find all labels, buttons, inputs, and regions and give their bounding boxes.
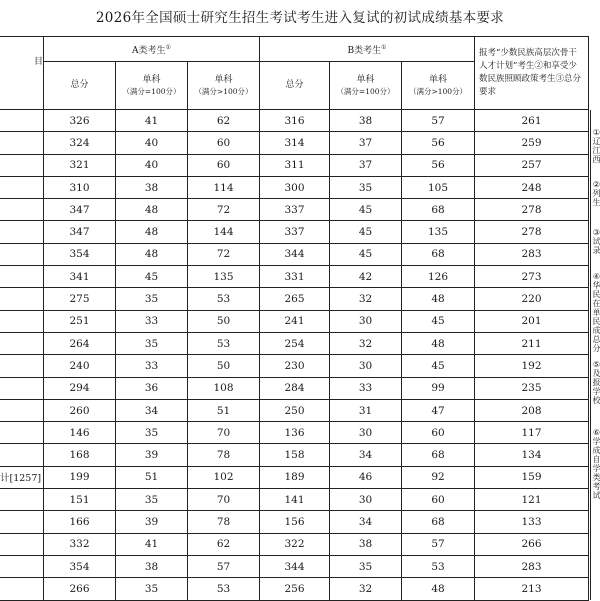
table-row <box>0 444 589 466</box>
a-total-cell: 294 <box>44 377 116 399</box>
a-single2-cell: 70 <box>188 422 260 444</box>
side-footnote-text: ② 列 生 <box>592 180 600 207</box>
side-footnote-text: ⑥ 学 成 自 学 类 考 试 <box>592 428 600 500</box>
a-single1-cell: 39 <box>116 444 188 466</box>
b-single1-cell: 45 <box>330 243 402 265</box>
b-single1-cell: 30 <box>330 355 402 377</box>
row-label-cell <box>0 399 44 421</box>
b-single1-cell: 42 <box>330 266 402 288</box>
row-label-cell <box>0 422 44 444</box>
b-single2-cell: 48 <box>402 332 475 354</box>
table-row <box>0 221 589 243</box>
minority-total-cell: 261 <box>475 110 589 132</box>
a-total-cell: 251 <box>44 310 116 332</box>
side-footnote-text: ① 辽 江 西 <box>592 128 600 164</box>
b-single1-cell: 34 <box>330 511 402 533</box>
b-total-cell: 136 <box>260 422 330 444</box>
a-single2-cell: 102 <box>188 466 260 488</box>
a-single1-cell: 41 <box>116 533 188 555</box>
b-total-cell: 344 <box>260 243 330 265</box>
minority-total-cell: 211 <box>475 332 589 354</box>
a-total-cell: 240 <box>44 355 116 377</box>
a-single1-cell: 33 <box>116 310 188 332</box>
row-label-cell <box>0 489 44 511</box>
b-single1-cell: 33 <box>330 377 402 399</box>
a-total-cell: 260 <box>44 399 116 421</box>
minority-total-cell: 134 <box>475 444 589 466</box>
a-total-cell: 310 <box>44 176 116 198</box>
row-label-cell <box>0 578 44 600</box>
b-single2-cell: 92 <box>402 466 475 488</box>
a-single1-cell: 48 <box>116 221 188 243</box>
a-single1-cell: 48 <box>116 243 188 265</box>
minority-total-cell: 117 <box>475 422 589 444</box>
b-single2-cell: 56 <box>402 132 475 154</box>
table-row <box>0 332 589 354</box>
row-label-cell <box>0 199 44 221</box>
minority-total-cell: 257 <box>475 154 589 176</box>
a-total-cell: 347 <box>44 221 116 243</box>
table-row <box>0 555 589 577</box>
a-total-cell: 354 <box>44 555 116 577</box>
minority-total-cell: 278 <box>475 199 589 221</box>
b-single1-cell: 34 <box>330 444 402 466</box>
b-total-cell: 158 <box>260 444 330 466</box>
a-single2-cell: 51 <box>188 399 260 421</box>
b-single1-cell: 35 <box>330 555 402 577</box>
minority-total-cell: 192 <box>475 355 589 377</box>
row-label-cell <box>0 132 44 154</box>
a-single2-header: 单科 （满分>100分） <box>188 62 260 110</box>
minority-total-cell: 159 <box>475 466 589 488</box>
b-single1-cell: 30 <box>330 310 402 332</box>
a-single1-cell: 39 <box>116 511 188 533</box>
b-single2-cell: 47 <box>402 399 475 421</box>
table-row <box>0 578 589 600</box>
b-total-cell: 250 <box>260 399 330 421</box>
b-single2-cell: 99 <box>402 377 475 399</box>
side-footnote-text: ③ 试 录 <box>592 228 600 255</box>
minority-total-cell: 133 <box>475 511 589 533</box>
row-label-cell <box>0 221 44 243</box>
a-total-cell: 266 <box>44 578 116 600</box>
table-row <box>0 154 589 176</box>
row-label-cell <box>0 355 44 377</box>
b-single2-cell: 48 <box>402 288 475 310</box>
minority-total-cell: 283 <box>475 243 589 265</box>
a-single2-cell: 53 <box>188 332 260 354</box>
table-row <box>0 377 589 399</box>
a-total-cell: 347 <box>44 199 116 221</box>
table-row <box>0 511 589 533</box>
row-label-cell <box>0 511 44 533</box>
a-total-cell: 151 <box>44 489 116 511</box>
b-total-cell: 337 <box>260 221 330 243</box>
b-single2-cell: 53 <box>402 555 475 577</box>
table-row <box>0 176 589 198</box>
b-single1-cell: 37 <box>330 132 402 154</box>
a-single2-cell: 144 <box>188 221 260 243</box>
page-title: 2026年全国硕士研究生招生考试考生进入复试的初试成绩基本要求 <box>95 10 505 26</box>
row-label-cell <box>0 310 44 332</box>
b-total-cell: 331 <box>260 266 330 288</box>
minority-note-header: 报考“少数民族高层次骨干人才计划”考生②和享受少数民族照顾政策考生③总分要求 <box>475 37 589 110</box>
b-single2-cell: 45 <box>402 355 475 377</box>
a-single1-cell: 51 <box>116 466 188 488</box>
row-label-cell <box>0 266 44 288</box>
table-row <box>0 243 589 265</box>
b-single2-cell: 135 <box>402 221 475 243</box>
a-single1-cell: 45 <box>116 266 188 288</box>
b-single2-cell: 68 <box>402 199 475 221</box>
b-single1-cell: 30 <box>330 489 402 511</box>
b-total-cell: 241 <box>260 310 330 332</box>
b-single1-cell: 32 <box>330 332 402 354</box>
a-single1-cell: 38 <box>116 555 188 577</box>
row-label-cell: 计[1257] <box>0 466 44 488</box>
a-single2-cell: 50 <box>188 355 260 377</box>
a-single2-cell: 50 <box>188 310 260 332</box>
minority-total-cell: 208 <box>475 399 589 421</box>
table-row <box>0 533 589 555</box>
table-row <box>0 489 589 511</box>
b-single1-cell: 46 <box>330 466 402 488</box>
minority-total-cell: 283 <box>475 555 589 577</box>
minority-total-cell: 278 <box>475 221 589 243</box>
b-single2-cell: 105 <box>402 176 475 198</box>
b-total-cell: 337 <box>260 199 330 221</box>
b-single2-cell: 60 <box>402 489 475 511</box>
b-total-cell: 311 <box>260 154 330 176</box>
a-single1-cell: 48 <box>116 199 188 221</box>
b-single2-cell: 56 <box>402 154 475 176</box>
row-label-cell <box>0 377 44 399</box>
a-single2-cell: 60 <box>188 154 260 176</box>
group-b-header: B类考生① <box>260 37 475 62</box>
minority-total-cell: 235 <box>475 377 589 399</box>
b-total-cell: 284 <box>260 377 330 399</box>
table-row <box>0 310 589 332</box>
b-single2-cell: 68 <box>402 243 475 265</box>
side-footnotes <box>590 110 600 600</box>
b-single1-cell: 31 <box>330 399 402 421</box>
b-total-cell: 189 <box>260 466 330 488</box>
b-total-cell: 254 <box>260 332 330 354</box>
b-total-cell: 230 <box>260 355 330 377</box>
a-total-cell: 321 <box>44 154 116 176</box>
b-single1-cell: 37 <box>330 154 402 176</box>
b-single1-cell: 45 <box>330 221 402 243</box>
a-single1-cell: 35 <box>116 422 188 444</box>
side-footnote-text: ④ 华 民 在 单 民 成 总 分 <box>592 272 600 353</box>
minority-total-cell: 220 <box>475 288 589 310</box>
b-total-cell: 322 <box>260 533 330 555</box>
a-total-cell: 264 <box>44 332 116 354</box>
a-total-cell: 275 <box>44 288 116 310</box>
b-total-cell: 316 <box>260 110 330 132</box>
a-single1-cell: 40 <box>116 154 188 176</box>
minority-total-cell: 259 <box>475 132 589 154</box>
a-total-cell: 324 <box>44 132 116 154</box>
b-single2-cell: 48 <box>402 578 475 600</box>
b-total-cell: 265 <box>260 288 330 310</box>
a-total-cell: 146 <box>44 422 116 444</box>
table-row <box>0 399 589 421</box>
b-total-cell: 314 <box>260 132 330 154</box>
a-single2-cell: 70 <box>188 489 260 511</box>
table-row <box>0 466 589 488</box>
b-total-cell: 256 <box>260 578 330 600</box>
minority-total-cell: 273 <box>475 266 589 288</box>
a-single2-cell: 78 <box>188 444 260 466</box>
a-total-cell: 199 <box>44 466 116 488</box>
a-single2-cell: 78 <box>188 511 260 533</box>
b-single2-cell: 68 <box>402 511 475 533</box>
a-single1-cell: 36 <box>116 377 188 399</box>
a-single2-cell: 62 <box>188 533 260 555</box>
row-label-cell <box>0 176 44 198</box>
a-total-cell: 168 <box>44 444 116 466</box>
row-label-cell <box>0 332 44 354</box>
b-single1-cell: 32 <box>330 288 402 310</box>
a-single2-cell: 72 <box>188 243 260 265</box>
minority-total-cell: 201 <box>475 310 589 332</box>
a-single1-cell: 40 <box>116 132 188 154</box>
a-total-cell: 332 <box>44 533 116 555</box>
table-row <box>0 199 589 221</box>
a-single2-cell: 53 <box>188 578 260 600</box>
a-total-header: 总分 <box>44 62 116 110</box>
a-single1-cell: 34 <box>116 399 188 421</box>
a-single1-cell: 41 <box>116 110 188 132</box>
table-row <box>0 288 589 310</box>
a-single1-cell: 33 <box>116 355 188 377</box>
a-single1-cell: 35 <box>116 332 188 354</box>
a-single1-header: 单科 （满分=100分） <box>116 62 188 110</box>
group-a-header: A类考生① <box>44 37 260 62</box>
b-single2-cell: 60 <box>402 422 475 444</box>
b-single2-cell: 57 <box>402 533 475 555</box>
a-total-cell: 166 <box>44 511 116 533</box>
score-table <box>0 36 589 601</box>
row-label-cell <box>0 533 44 555</box>
table-row <box>0 422 589 444</box>
side-footnote-text: ⑤ 及 报 学 校 <box>592 360 600 405</box>
table-row <box>0 132 589 154</box>
b-single2-cell: 68 <box>402 444 475 466</box>
a-single2-cell: 108 <box>188 377 260 399</box>
b-total-header: 总分 <box>260 62 330 110</box>
a-single1-cell: 35 <box>116 288 188 310</box>
b-single1-header: 单科 （满分=100分） <box>330 62 402 110</box>
minority-total-cell: 266 <box>475 533 589 555</box>
a-single2-cell: 53 <box>188 288 260 310</box>
a-single1-cell: 35 <box>116 489 188 511</box>
b-single1-cell: 38 <box>330 533 402 555</box>
a-total-cell: 341 <box>44 266 116 288</box>
b-total-cell: 156 <box>260 511 330 533</box>
a-single1-cell: 38 <box>116 176 188 198</box>
a-single1-cell: 35 <box>116 578 188 600</box>
row-label-cell <box>0 444 44 466</box>
b-single1-cell: 35 <box>330 176 402 198</box>
b-single2-cell: 45 <box>402 310 475 332</box>
table-row <box>0 355 589 377</box>
b-total-cell: 300 <box>260 176 330 198</box>
b-single2-cell: 126 <box>402 266 475 288</box>
b-single2-header: 单科 （满分>100分） <box>402 62 475 110</box>
a-single2-cell: 57 <box>188 555 260 577</box>
table-row <box>0 110 589 132</box>
a-single2-cell: 114 <box>188 176 260 198</box>
b-single2-cell: 57 <box>402 110 475 132</box>
b-single1-cell: 32 <box>330 578 402 600</box>
row-label-cell <box>0 243 44 265</box>
b-total-cell: 141 <box>260 489 330 511</box>
b-single1-cell: 38 <box>330 110 402 132</box>
row-label-cell <box>0 288 44 310</box>
b-total-cell: 344 <box>260 555 330 577</box>
table-row <box>0 266 589 288</box>
row-label-cell <box>0 555 44 577</box>
a-single2-cell: 135 <box>188 266 260 288</box>
b-single1-cell: 30 <box>330 422 402 444</box>
a-total-cell: 326 <box>44 110 116 132</box>
a-total-cell: 354 <box>44 243 116 265</box>
category-header: 目 <box>0 37 44 110</box>
a-single2-cell: 72 <box>188 199 260 221</box>
minority-total-cell: 248 <box>475 176 589 198</box>
b-single1-cell: 45 <box>330 199 402 221</box>
a-single2-cell: 60 <box>188 132 260 154</box>
minority-total-cell: 121 <box>475 489 589 511</box>
a-single2-cell: 62 <box>188 110 260 132</box>
row-label-cell <box>0 154 44 176</box>
minority-total-cell: 213 <box>475 578 589 600</box>
row-label-cell <box>0 110 44 132</box>
